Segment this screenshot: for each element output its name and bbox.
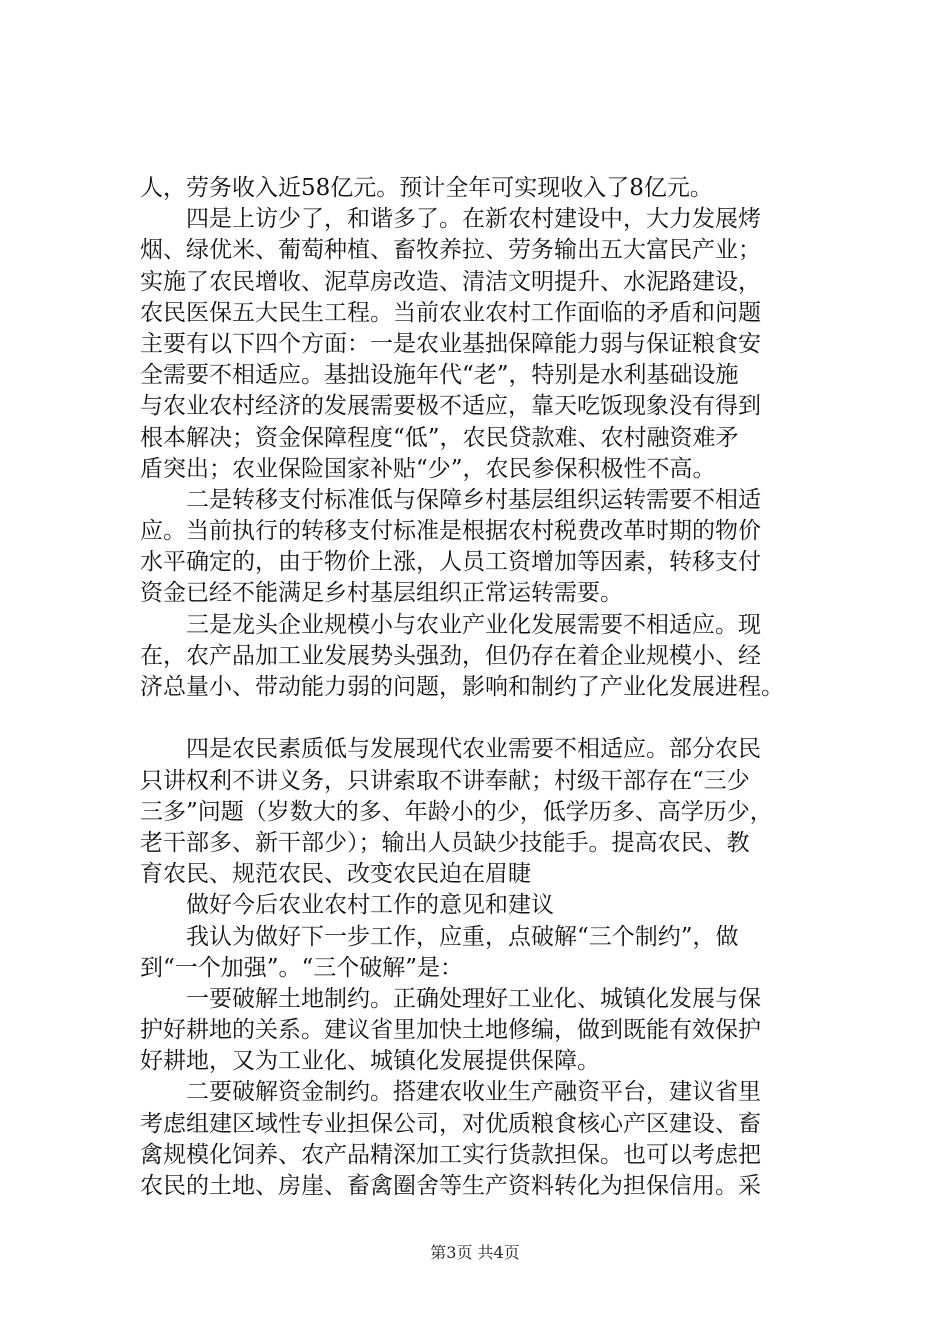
text-line: 与农业农村经济的发展需要极不适应，靠天吃饭现象没有得到 <box>140 393 761 420</box>
paragraph-start: 四是农民素质低与发展现代农业需要不相适应。部分农民 <box>186 736 761 763</box>
paragraph-start: 二是转移支付标准低与保障乡村基层组织运转需要不相适 <box>186 486 761 513</box>
paragraph-start: 三是龙头企业规模小与农业产业化发展需要不相适应。现 <box>186 611 761 638</box>
text-line: 烟、绿优米、葡萄种植、畜牧养拉、劳务输出五大富民产业； <box>140 237 761 264</box>
text-line: 在，农产品加工业发展势头强劲，但仍存在着企业规模小、经 <box>140 642 761 669</box>
paragraph-start: 二要破解资金制约。搭建农收业生产融资平台，建议省里 <box>186 1079 761 1106</box>
blank-line <box>140 703 840 734</box>
text-line: 实施了农民增收、泥草房改造、清洁文明提升、水泥路建设， <box>140 268 761 295</box>
text-line: 盾突出；农业保险国家补贴“少”，农民参保积极性不高。 <box>140 455 716 482</box>
text-line: 全需要不相适应。基拙设施年代“老”，特别是水利基础设施 <box>140 362 739 389</box>
paragraph-start: 我认为做好下一步工作，应重，点破解“三个制约”，做 <box>186 923 739 950</box>
document-body <box>140 173 840 1202</box>
text-line: 到“一个加强”。“三个破解”是： <box>140 954 464 981</box>
text-line: 主要有以下四个方面：一是农业基拙保障能力弱与保证粮食安 <box>140 330 761 357</box>
text-line: 育农民、规范农民、改变农民迫在眉睫 <box>140 861 531 888</box>
text-line: 只讲权利不讲义务，只讲索取不讲奉献；村级干部存在“三少 <box>140 767 750 794</box>
section-heading: 做好今后农业农村工作的意见和建议 <box>186 892 554 919</box>
text-line: 根本解决；资金保障程度“低”，农民贷款难、农村融资难矛 <box>140 424 739 451</box>
text-line: 济总量小、带动能力弱的问题，影响和制约了产业化发展进程。 <box>140 674 784 700</box>
text-line: 人，劳务收入近58亿元。预计全年可实现收入了8亿元。 <box>140 175 713 201</box>
text-line: 护好耕地的关系。建议省里加快土地修编，做到既能有效保护 <box>140 1017 761 1044</box>
text-line: 老干部多、新干部少）；输出人员缺少技能手。提高农民、教 <box>140 829 750 856</box>
page-footer: 第3页 共4页 <box>430 1243 520 1262</box>
paragraph-start: 一要破解土地制约。正确处理好工业化、城镇化发展与保 <box>186 985 761 1012</box>
text-line: 水平确定的，由于物价上涨，人员工资增加等因素，转移支付 <box>140 549 761 576</box>
text-line: 好耕地，又为工业化、城镇化发展提供保障。 <box>140 1048 600 1075</box>
paragraph-start: 四是上访少了，和谐多了。在新农村建设中，大力发展烤 <box>186 206 761 233</box>
text-line: 禽规模化饲养、农产品精深加工实行货款担保。也可以考虑把 <box>140 1141 761 1168</box>
text-line: 资金已经不能满足乡村基层组织正常运转需要。 <box>140 580 623 607</box>
text-line: 农民的土地、房崖、畜禽圈舍等生产资料转化为担保信用。采 <box>140 1173 761 1199</box>
text-line: 考虑组建区域性专业担保公司，对优质粮食核心产区建设、畜 <box>140 1110 761 1137</box>
text-line: 应。当前执行的转移支付标准是根据农村税费改革时期的物价 <box>140 518 761 545</box>
text-line: 农民医保五大民生工程。当前农业农村工作面临的矛盾和问题 <box>140 299 761 326</box>
text-line: 三多”问题（岁数大的多、年龄小的少，低学历多、高学历少， <box>140 798 773 825</box>
